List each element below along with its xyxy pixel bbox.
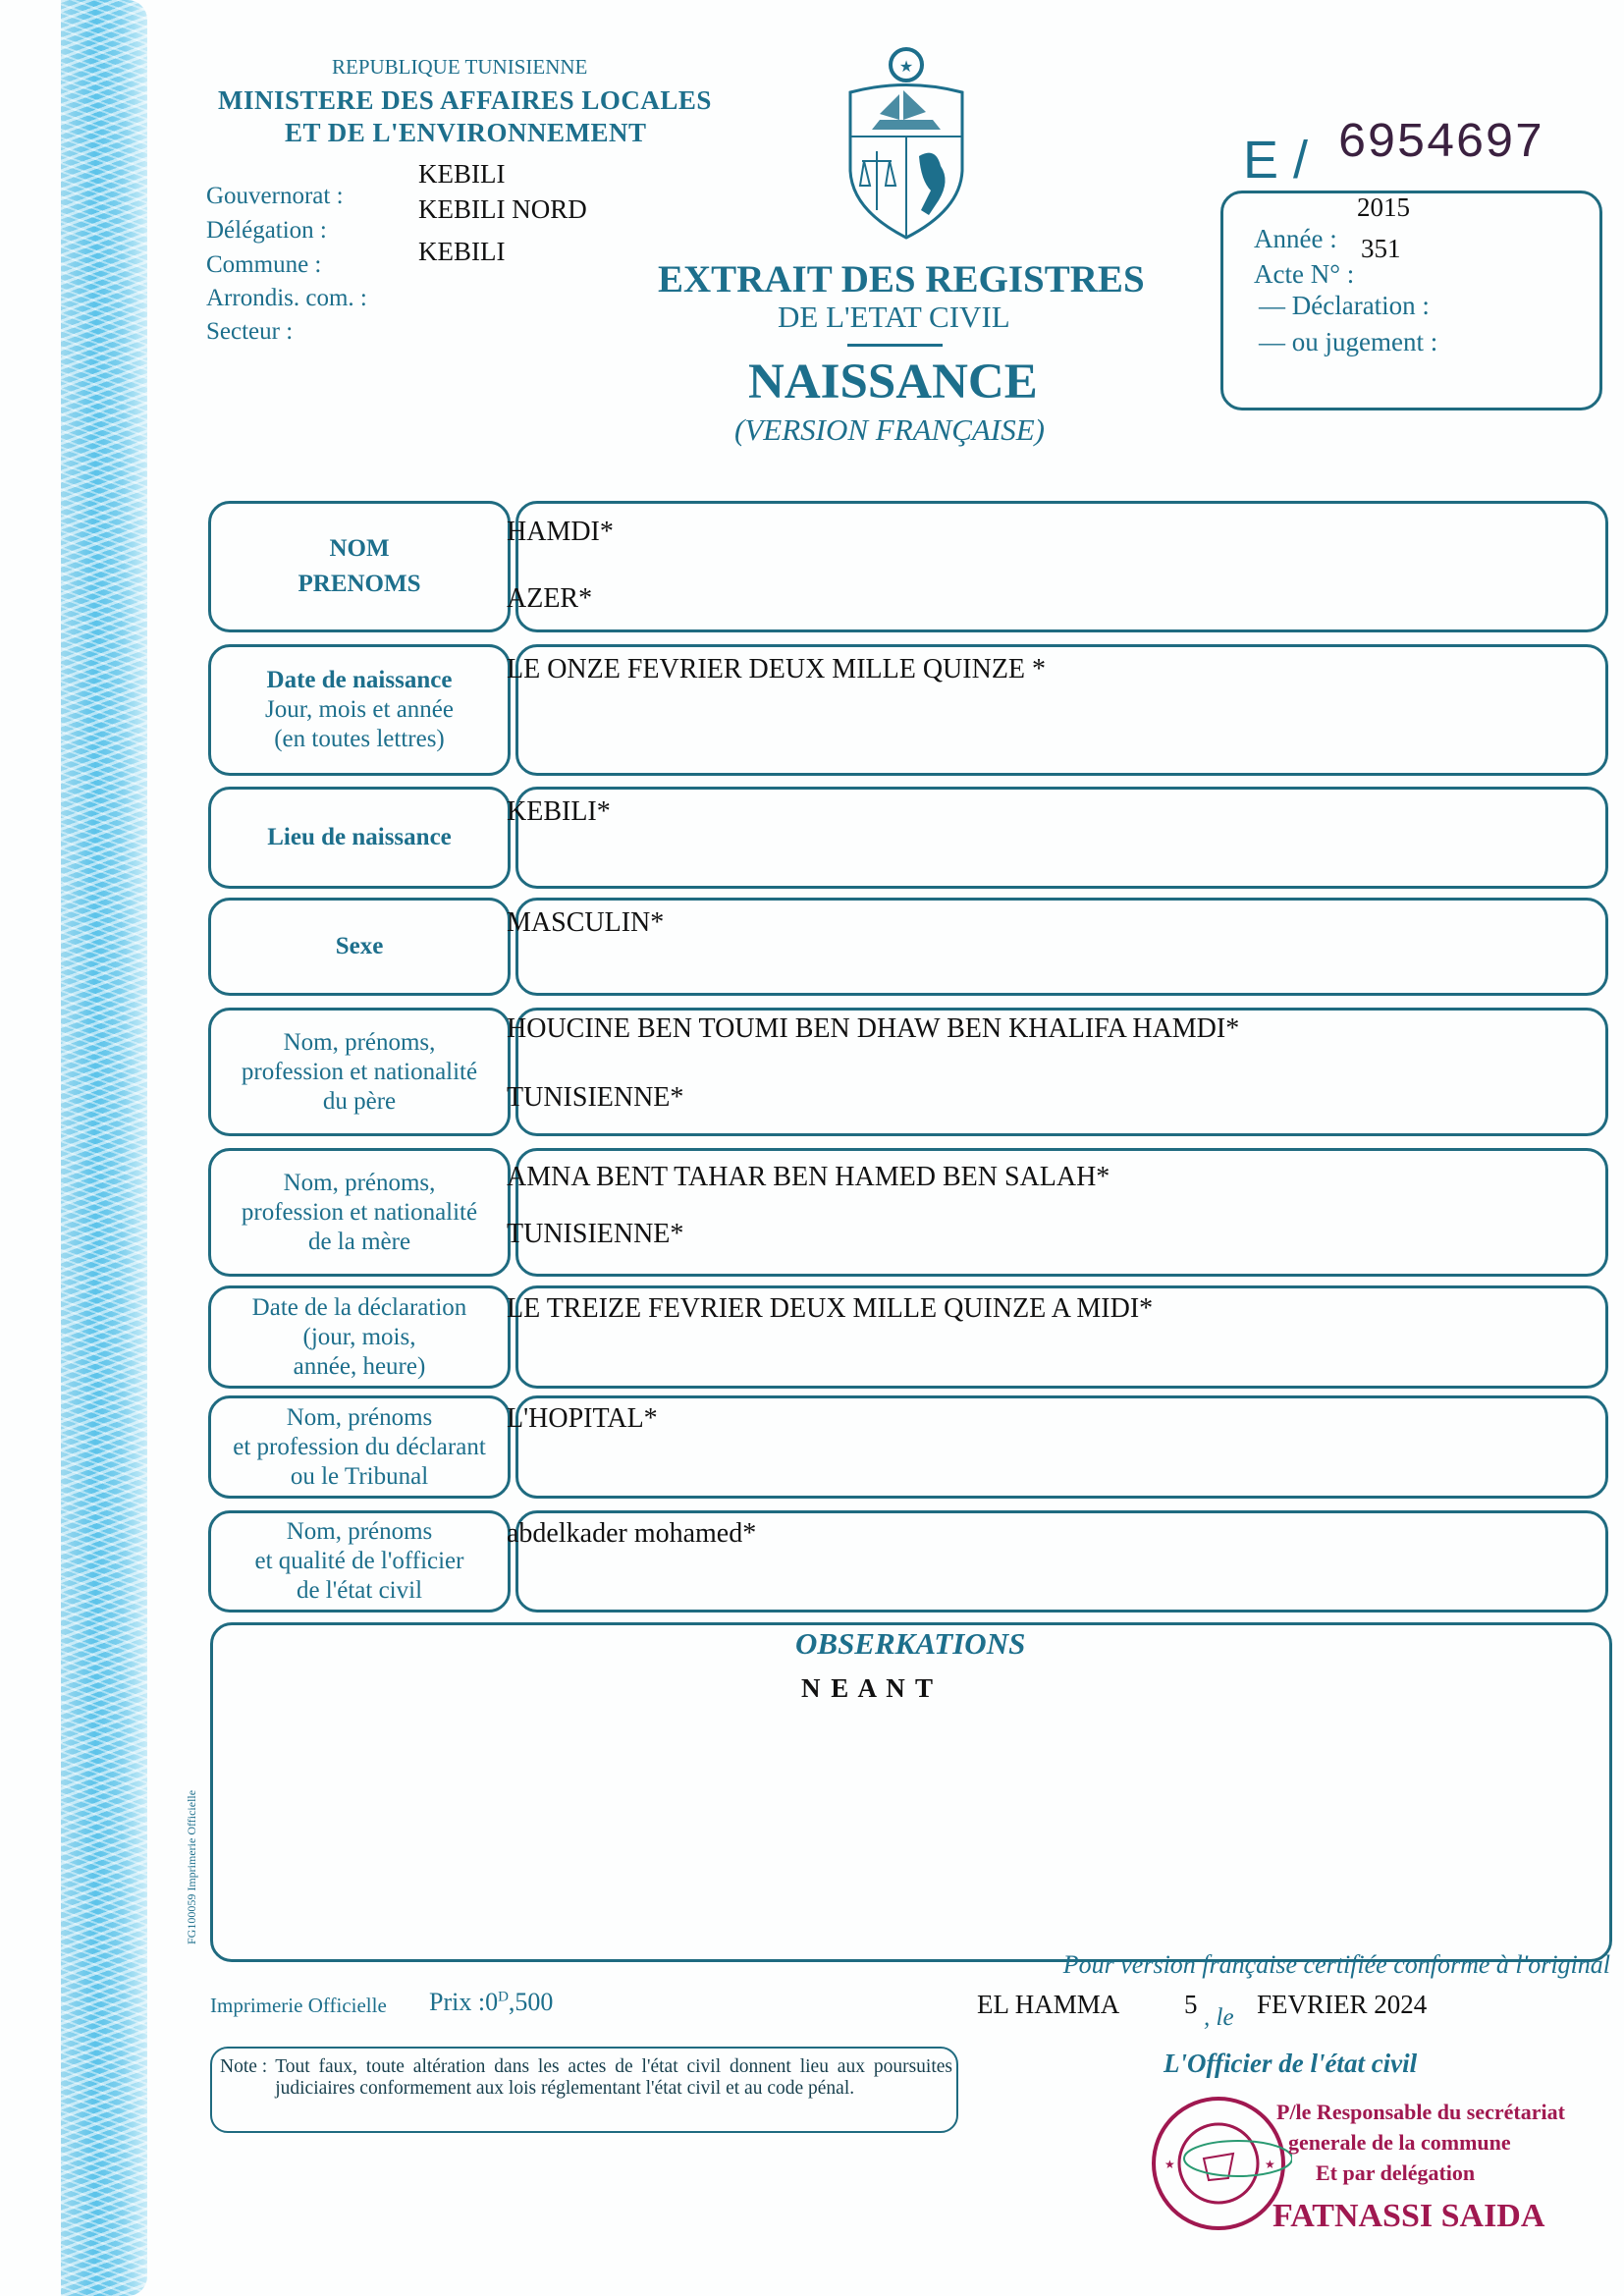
row-value: LE ONZE FEVRIER DEUX MILLE QUINZE * bbox=[507, 654, 1047, 684]
row-label-box bbox=[208, 644, 511, 776]
note-text: Tout faux, toute altération dans les actes de l'état civil donnent lieu aux poursuites judiciaires conformement aux lois réglementant l'état civil et au code pénal. bbox=[275, 2056, 952, 2100]
note-label: Note : bbox=[220, 2056, 268, 2077]
row-label: et qualité de l'officier bbox=[254, 1548, 464, 1574]
stamp-name: FATNASSI SAIDA bbox=[1272, 2198, 1545, 2234]
svg-text:★: ★ bbox=[1164, 2158, 1175, 2171]
ministry-line1: MINISTERE DES AFFAIRES LOCALES bbox=[218, 85, 712, 115]
row-value: TUNISIENNE* bbox=[507, 1082, 684, 1113]
row-label-box bbox=[208, 1510, 511, 1613]
row-value: L'HOPITAL* bbox=[507, 1403, 658, 1434]
row-value: HOUCINE BEN TOUMI BEN DHAW BEN KHALIFA HAMDI* bbox=[507, 1013, 1240, 1044]
officer-title: L'Officier de l'état civil bbox=[1164, 2049, 1418, 2078]
row-label: Nom, prénoms bbox=[286, 1403, 433, 1431]
annee-label: Année : bbox=[1254, 224, 1337, 253]
row-label: Lieu de naissance bbox=[267, 824, 452, 850]
row-label: année, heure) bbox=[293, 1352, 426, 1380]
row-label: du père bbox=[322, 1087, 397, 1115]
row-label: Nom, prénoms, bbox=[283, 1169, 436, 1196]
stamp-line: Et par delégation bbox=[1316, 2159, 1476, 2185]
certified-text: Pour version française certifiée conforme à l'original bbox=[1062, 1950, 1610, 1979]
row-label: Nom, prénoms, bbox=[283, 1028, 436, 1056]
row-label: (jour, mois, bbox=[302, 1323, 416, 1350]
le-label: , le bbox=[1204, 2004, 1234, 2031]
row-value: MASCULIN* bbox=[507, 907, 665, 938]
serial-number: 6954697 bbox=[1337, 116, 1544, 172]
acte-label: Acte N° : bbox=[1254, 259, 1355, 289]
price-suffix: ,500 bbox=[508, 1988, 554, 2016]
official-stamp-icon bbox=[1145, 2090, 1292, 2237]
place-value: EL HAMMA bbox=[977, 1990, 1120, 2019]
decorative-border bbox=[61, 0, 147, 2296]
observations-title: OBSERKATIONS bbox=[795, 1626, 1026, 1661]
stamp-line: P/le Responsable du secrétariat bbox=[1276, 2100, 1565, 2124]
title-divider bbox=[847, 344, 943, 347]
row-value: HAMDI* bbox=[507, 517, 614, 547]
row-value: LE TREIZE FEVRIER DEUX MILLE QUINZE A MIDI* bbox=[507, 1293, 1154, 1324]
observations-value: N E A N T bbox=[801, 1673, 936, 1703]
row-label-box bbox=[208, 501, 511, 632]
price-sup: D bbox=[498, 1989, 509, 2005]
commune-value: KEBILI bbox=[418, 237, 506, 266]
row-label-box bbox=[208, 1148, 511, 1277]
annee-value: 2015 bbox=[1357, 192, 1410, 222]
stamp-line: generale de la commune bbox=[1288, 2129, 1511, 2155]
row-label: ou le Tribunal bbox=[290, 1462, 429, 1490]
row-value: AMNA BENT TAHAR BEN HAMED BEN SALAH* bbox=[507, 1162, 1110, 1192]
row-label: profession et nationalité bbox=[241, 1198, 478, 1226]
svg-text:★: ★ bbox=[1265, 2158, 1275, 2171]
acte-value: 351 bbox=[1361, 234, 1401, 263]
row-label: Jour, mois et année bbox=[264, 696, 454, 723]
row-label: et profession du déclarant bbox=[233, 1433, 486, 1460]
note bbox=[220, 2056, 952, 2101]
row-label: Date de naissance bbox=[266, 667, 453, 693]
serial-prefix: E / bbox=[1243, 131, 1309, 190]
row-label: (en toutes lettres) bbox=[274, 726, 445, 752]
title-naissance: NAISSANCE bbox=[748, 355, 1038, 410]
row-label: profession et nationalité bbox=[241, 1058, 478, 1085]
delegation-value: KEBILI NORD bbox=[418, 194, 587, 224]
row-value: KEBILI* bbox=[507, 796, 611, 827]
side-print-code: FG100059 Imprimerie Officielle bbox=[185, 1789, 198, 1944]
title-etat-civil: DE L'ETAT CIVIL bbox=[778, 300, 1010, 334]
row-value-box bbox=[515, 787, 1608, 889]
gouvernorat-label: Gouvernorat : bbox=[206, 183, 344, 209]
row-label-box bbox=[208, 1008, 511, 1136]
title-extrait: EXTRAIT DES REGISTRES bbox=[658, 258, 1145, 301]
row-label-box bbox=[208, 1285, 511, 1389]
row-label-box bbox=[208, 787, 511, 889]
row-value-box bbox=[515, 501, 1608, 632]
jugement-label: — ou jugement : bbox=[1259, 327, 1438, 356]
row-label: NOM bbox=[329, 535, 390, 562]
row-label: de l'état civil bbox=[296, 1577, 423, 1604]
row-value-box bbox=[515, 1395, 1608, 1499]
date-value: FEVRIER 2024 bbox=[1257, 1990, 1428, 2019]
row-value: AZER* bbox=[507, 583, 593, 614]
row-label: Nom, prénoms bbox=[286, 1518, 433, 1545]
svg-text:★: ★ bbox=[898, 59, 914, 76]
row-label: Date de la déclaration bbox=[251, 1293, 467, 1321]
declaration-label: — Déclaration : bbox=[1259, 291, 1430, 320]
day-value: 5 bbox=[1184, 1990, 1198, 2019]
arrondissement-label: Arrondis. com. : bbox=[206, 285, 367, 311]
row-label-box bbox=[208, 1395, 511, 1499]
row-label: PRENOMS bbox=[298, 571, 421, 597]
coat-of-arms-icon bbox=[842, 43, 970, 240]
row-value: abdelkader mohamed* bbox=[507, 1518, 757, 1549]
stamp-text bbox=[1276, 2098, 1565, 2188]
republic-label: REPUBLIQUE TUNISIENNE bbox=[332, 55, 588, 79]
row-label: de la mère bbox=[307, 1228, 411, 1255]
ministry-line2: ET DE L'ENVIRONNEMENT bbox=[285, 118, 647, 147]
price-prefix: Prix :0 bbox=[429, 1988, 499, 2016]
row-value-box bbox=[515, 898, 1608, 996]
printer-label: Imprimerie Officielle bbox=[210, 1994, 387, 2017]
delegation-label: Délégation : bbox=[206, 217, 327, 244]
price bbox=[429, 1988, 553, 2017]
row-label: Sexe bbox=[335, 933, 384, 959]
row-label-box bbox=[208, 898, 511, 996]
secteur-label: Secteur : bbox=[206, 318, 294, 345]
title-version: (VERSION FRANÇAISE) bbox=[734, 412, 1045, 447]
gouvernorat-value: KEBILI bbox=[418, 159, 506, 189]
commune-label: Commune : bbox=[206, 251, 322, 278]
row-value: TUNISIENNE* bbox=[507, 1219, 684, 1249]
